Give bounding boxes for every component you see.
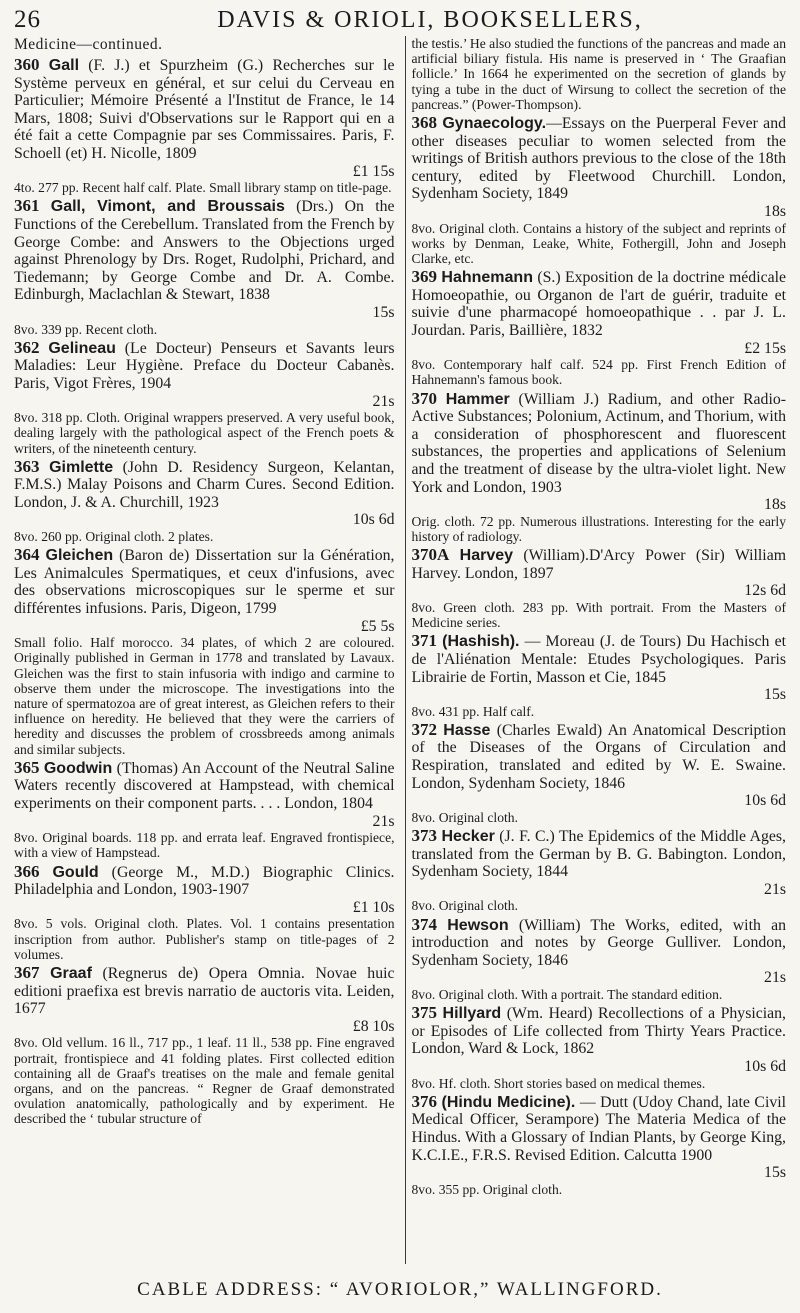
catalogue-entry xyxy=(14,546,395,757)
entry-note: 8vo. Original cloth. Contains a history of the subject and reprints of works by Denman, Leake, White, Fothergill, John and Joseph Clarke, etc. xyxy=(411,220,786,266)
entry-author: Goodwin xyxy=(43,759,113,777)
entry-number: 366 xyxy=(14,861,40,881)
entry-number: 364 xyxy=(14,545,40,565)
entry-note: 8vo. Contemporary half calf. 524 pp. First French Edition of Hahnemann's famous book. xyxy=(411,357,786,388)
entry-number: 360 xyxy=(14,55,40,74)
entry-note: 8vo. Old vellum. 16 ll., 717 pp., 1 leaf. 11 ll., 538 pp. Fine engraved portrait, frontispiece and 41 folding plates. First collected edition containing all de Graaf's treatises on the male and female genital organs, and on the pancreas. “ Regner de Graaf demonstrated ovulation anatomically, pathologically and by experiment. He described the ‘ tubular structure of xyxy=(14,1035,395,1127)
entry-number: 367 xyxy=(14,963,40,983)
catalogue-entry xyxy=(412,916,787,1003)
catalogue-entry xyxy=(412,390,787,545)
entry-price: 21s xyxy=(764,969,786,987)
catalogue-entry xyxy=(412,721,787,825)
entry-description xyxy=(14,759,395,813)
entry-title-imprint: (William) The Works, edited, with an introduction and notes by George Gulliver. London, Sydenham Society, 1846 xyxy=(411,916,786,969)
entry-title-imprint: (J. F. C.) The Epidemics of the Middle Ages, translated from the German by B. G. Babington. London, Sydenham Society, 1844 xyxy=(411,828,786,881)
entry-price: 10s 6d xyxy=(352,511,395,529)
catalogue-entry xyxy=(412,546,787,630)
entry-author: Gall xyxy=(48,57,80,74)
catalogue-entry xyxy=(412,632,787,719)
entry-title-imprint: (Le Docteur) Penseurs et Savants leurs Maladies: Leur Hygiène. Preface du Docteur Cabanès. Paris, Vigot Frères, 1904 xyxy=(14,339,395,392)
entry-price: 15s xyxy=(372,303,395,321)
entry-number: 370 xyxy=(411,388,437,408)
entry-price: 10s 6d xyxy=(744,792,786,810)
entry-author: Gimlette xyxy=(49,458,114,476)
entry-title-imprint: (William J.) Radium, and other Radio-Active Substances; Polonium, Actinum, and Thorium, with a consideration of phosphorescent and fluorescent substances, the properties and applications of Selenium and the treatment of disease by the ultra-violet light. New York and London, 1903 xyxy=(411,390,786,496)
entry-note: Orig. cloth. 72 pp. Numerous illustrations. Interesting for the early history of radiology. xyxy=(411,513,786,544)
entry-description xyxy=(14,56,395,163)
catalogue-entry xyxy=(14,197,395,336)
entry-description xyxy=(412,114,787,203)
entry-number: 373 xyxy=(411,826,437,846)
entry-price: 18s xyxy=(764,496,786,514)
entry-author: Graaf xyxy=(50,965,92,983)
entry-description xyxy=(412,721,787,792)
catalogue-entry xyxy=(412,1004,787,1091)
entry-note: 8vo. Original cloth. xyxy=(411,898,518,914)
entry-description xyxy=(14,964,395,1018)
entry-description xyxy=(412,632,787,686)
entry-price: 10s 6d xyxy=(744,1058,786,1075)
entry-price: 18s xyxy=(764,202,786,220)
entry-author: Gleichen xyxy=(45,547,114,565)
entry-number: 365 xyxy=(14,757,40,777)
entry-description xyxy=(412,546,787,582)
entry-author: Harvey xyxy=(459,547,514,565)
entry-note: 8vo. Original boards. 118 pp. and errata leaf. Engraved frontispiece, with a view of Hampstead. xyxy=(14,830,395,861)
left-column xyxy=(14,36,395,1264)
catalogue-entry xyxy=(412,827,787,914)
catalogue-entry xyxy=(14,458,395,545)
entry-title-imprint: (Drs.) On the Functions of the Cerebellum. Translated from the French by George Combe: and Answers to the Objections urged against Phrenology by Drs. Roget, Rudolphi, Prichard, and Tiedemann; by George Combe and Dr. A. Combe. Edinburgh, Maclachlan & Stewart, 1838 xyxy=(14,198,395,304)
entry-number: 374 xyxy=(411,914,437,934)
entry-title-imprint: (Wm. Heard) Recollections of a Physician, or Episodes of Life collected from Thirty Years Practice. London, Ward & Lock, 1862 xyxy=(411,1005,786,1058)
entry-price: 21s xyxy=(372,392,395,410)
entry-author: Hewson xyxy=(447,916,509,934)
page-header xyxy=(14,6,786,36)
entry-number: 369 xyxy=(411,267,437,287)
entry-title-imprint: — Dutt (Udoy Chand, late Civil Medical Officer, Serampore) The Materia Medica of the Hindus. With a Glossary of Indian Plants, by George King, K.C.I.E., F.R.S. Revised Edition. Calcutta 1900 xyxy=(411,1093,786,1164)
entry-author: (Hashish). xyxy=(442,633,520,651)
entry-price: £1 10s xyxy=(352,898,395,916)
catalogue-entry xyxy=(14,56,395,195)
entry-author: Gall, Vimont, and Broussais xyxy=(50,198,285,216)
entry-title-imprint: (George M., M.D.) Biographic Clinics. Philadelphia and London, 1903-1907 xyxy=(14,863,395,899)
right-column xyxy=(405,36,787,1264)
entry-number: 361 xyxy=(14,196,40,216)
entry-title-imprint: —Essays on the Puerperal Fever and other diseases peculiar to women selected from the writings of British authors previous to the close of the 18th century, edited by Fleetwood Churchill. London, Sydenham Society, 1849 xyxy=(411,115,786,203)
entry-title-imprint: (S.) Exposition de la doctrine médicale Homoeopathie, ou Organon de l'art de guérir, traduite et suivie d'une pharmacopé homoeopathique . . par J. L. Jourdan. Paris, Baillière, 1832 xyxy=(411,269,786,339)
entry-number: 371 xyxy=(411,631,437,651)
page-number: 26 xyxy=(14,6,41,33)
entry-title-imprint: (Baron de) Dissertation sur la Génération, Les Animalcules Spermatiques, et ceux d'infusions, avec des observations microscopiques sur le sperme et sur différentes infusions. Paris, Digeon, 1799 xyxy=(14,547,395,618)
entry-description xyxy=(14,339,395,393)
entry-author: Gelineau xyxy=(48,339,116,357)
entry-number: 372 xyxy=(411,719,437,739)
entry-number: 376 xyxy=(411,1091,437,1111)
entry-price: £8 10s xyxy=(352,1017,395,1035)
entry-title-imprint: (F. J.) et Spurzheim (G.) Recherches sur le Système perveux en général, et sur celui du Cerveau en Particulier; Mémoire Présenté a l'Institut de France, le 14 Mars, 1808; Suivi d'Observations sur le Rapport qui en a été fait a cette Compagnie par ses Commissaires. Paris, F. Schoell (et) H. Nicolle, 1809 xyxy=(14,57,395,162)
entry-price: £1 15s xyxy=(352,162,395,180)
entry-author: Gould xyxy=(52,863,99,881)
entry-description xyxy=(412,827,787,881)
entry-description xyxy=(412,1093,787,1164)
entry-note: 8vo. 431 pp. Half calf. xyxy=(411,703,535,719)
entry-description xyxy=(412,1004,787,1058)
entry-title-imprint: (Regnerus de) Opera Omnia. Novae huic editioni praefixa est brevis narratio de auctoris vita. Leiden, 1677 xyxy=(14,965,395,1018)
catalogue-entry xyxy=(14,759,395,861)
two-column-body xyxy=(14,36,786,1264)
running-head: DAVIS & ORIOLI, BOOKSELLERS, xyxy=(217,7,643,33)
catalogue-entry xyxy=(412,114,787,266)
entry-note: 8vo. 355 pp. Original cloth. xyxy=(411,1181,563,1197)
entry-title-imprint: — Moreau (J. de Tours) Du Hachisch et de l'Aliénation Mentale: Etudes Psychologiques. Paris Librairie de Fortin, Masson et Cie, 1845 xyxy=(411,633,786,686)
catalogue-entry xyxy=(14,964,395,1127)
entry-description xyxy=(14,197,395,304)
entry-author: Hillyard xyxy=(442,1005,502,1023)
catalogue-entry xyxy=(412,1093,787,1197)
entry-title-imprint: (Charles Ewald) An Anatomical Description of the Diseases of the Organs of Circulation and Respiration, translated and edited by W. E. Swaine. London, Sydenham Society, 1846 xyxy=(411,721,786,792)
entry-price: 21s xyxy=(764,880,786,898)
entry-number: 363 xyxy=(14,456,40,476)
entry-description xyxy=(412,390,787,497)
catalogue-entry xyxy=(412,36,787,112)
entry-description xyxy=(14,863,395,899)
entry-note: the testis.’ He also studied the functions of the pancreas and made an artificial biliary fistula. His name is preserved in ‘ The Graafian follicle.’ In 1664 he experimented on the secretion of glands by tying a tube in the duct of Wirsung to collect the secretion of the pancreas.” (Power-Thompson). xyxy=(411,36,786,112)
entry-note: 8vo. 260 pp. Original cloth. 2 plates. xyxy=(14,529,214,545)
entry-title-imprint: (Thomas) An Account of the Neutral Saline Waters recently discovered at Hampstead, with chemical experiments on their component parts. . . . London, 1804 xyxy=(14,759,395,813)
entry-title-imprint: (John D. Residency Surgeon, Kelantan, F.M.S.) Malay Poisons and Charm Cures. Second Edition. London, J. & A. Churchill, 1923 xyxy=(14,458,395,511)
entry-author: Hammer xyxy=(445,390,510,408)
section-continued-heading: Medicine—continued. xyxy=(14,36,163,53)
entry-note: 8vo. 5 vols. Original cloth. Plates. Vol. 1 contains presentation inscription from author. Publisher's stamp on title-pages of 2 volumes. xyxy=(14,916,395,962)
entry-price: 21s xyxy=(372,812,395,830)
entry-author: Hahnemann xyxy=(441,269,533,287)
catalogue-entry xyxy=(14,863,395,962)
entry-price: 15s xyxy=(764,686,786,704)
catalogue-entry xyxy=(14,339,395,456)
entry-number: 368 xyxy=(411,113,437,133)
entry-note: 8vo. Green cloth. 283 pp. With portrait. From the Masters of Medicine series. xyxy=(411,599,786,631)
entry-author: Hecker xyxy=(441,828,495,846)
entry-note: 8vo. Original cloth. With a portrait. The standard edition. xyxy=(411,987,723,1003)
entry-title-imprint: (William).D'Arcy Power (Sir) William Harvey. London, 1897 xyxy=(411,547,786,582)
entry-author: (Hindu Medicine). xyxy=(441,1093,576,1111)
entry-note: Small folio. Half morocco. 34 plates, of which 2 are coloured. Originally published in German in 1778 and translated by Lavaux. Gleichen was the first to stain infusoria with indigo and carmine to observe them under the microscope. The investigations into the nature of spermatozoa are of great interest, as Gleichen refers to their influence on heredity. He believed that they were the carriers of heredity and discusses the problem of crossbreeds among animals and similar subjects. xyxy=(14,635,395,757)
entry-price: 15s xyxy=(764,1164,786,1182)
entry-note: 8vo. Hf. cloth. Short stories based on medical themes. xyxy=(411,1075,706,1091)
entry-price: 12s 6d xyxy=(744,582,786,600)
entry-number: 370A xyxy=(411,545,450,565)
entry-author: Gynaecology. xyxy=(442,115,547,133)
cable-address-footer: CABLE ADDRESS: “ AVORIOLOR,” WALLINGFORD. xyxy=(137,1279,663,1300)
entry-note: 8vo. Original cloth. xyxy=(411,809,518,825)
entry-author: Hasse xyxy=(443,721,491,739)
entry-price: £5 5s xyxy=(360,617,395,635)
entry-price: £2 15s xyxy=(744,339,786,357)
entry-description xyxy=(412,268,787,339)
entry-note: 8vo. 339 pp. Recent cloth. xyxy=(14,321,158,337)
entry-description xyxy=(14,546,395,617)
entry-note: 8vo. 318 pp. Cloth. Original wrappers preserved. A very useful book, dealing largely with the pathological aspect of the French poets & writers, of the nineteenth century. xyxy=(14,410,395,456)
entry-number: 375 xyxy=(411,1003,437,1023)
entry-note: 4to. 277 pp. Recent half calf. Plate. Small library stamp on title-page. xyxy=(14,180,392,196)
entry-description xyxy=(412,916,787,970)
entry-number: 362 xyxy=(14,337,40,357)
entry-description xyxy=(14,458,395,512)
catalogue-entry xyxy=(412,268,787,387)
